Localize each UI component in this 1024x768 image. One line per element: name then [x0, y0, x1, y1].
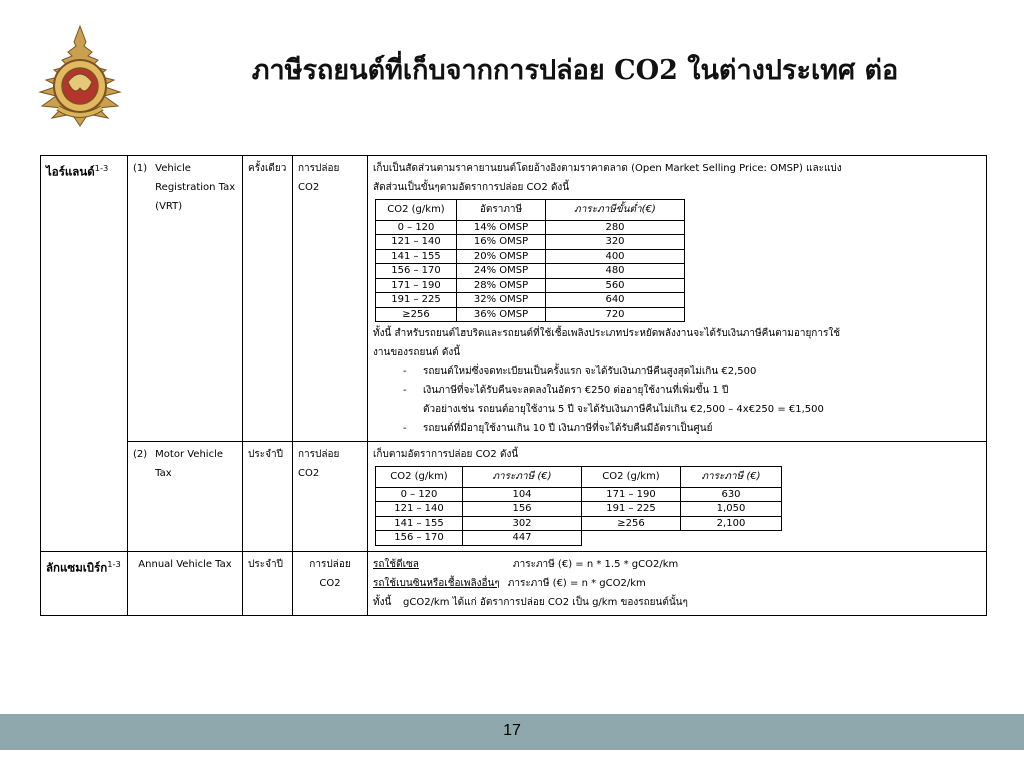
description-line: เก็บตามอัตราการปล่อย CO2 ดังนี้	[373, 449, 519, 460]
table-row	[376, 502, 782, 517]
cell: 28% OMSP	[457, 278, 546, 293]
cell: 191 – 225	[376, 293, 457, 308]
table-row	[41, 551, 987, 615]
column-header: ภาระภาษีขั้นต่ำ(€)	[546, 200, 685, 221]
column-header: CO2 (g/km)	[582, 467, 681, 488]
list-item: - รถยนต์ใหม่ซึ่งจดทะเบียนเป็นครั้งแรก จะได้รับเงินภาษีคืนสูงสุดไม่เกิน €2,500	[403, 362, 981, 381]
note-text: gCO2/km ได้แก่ อัตราการปล่อย CO2 เป็น g/km ของรถยนต์นั้นๆ	[403, 596, 688, 608]
description-cell	[368, 551, 987, 615]
table-row	[376, 531, 782, 546]
cell: 320	[546, 235, 685, 250]
cell: 156 – 170	[376, 264, 457, 279]
cell: 141 – 155	[376, 249, 457, 264]
cell: 630	[681, 487, 782, 502]
diesel-formula: ภาระภาษี (€) = n * 1.5 * gCO2/km	[513, 558, 679, 570]
description-cell	[368, 156, 987, 442]
cell: 191 – 225	[582, 502, 681, 517]
tax-basis: การปล่อย CO2	[293, 156, 368, 442]
cell: 560	[546, 278, 685, 293]
table-row	[376, 293, 685, 308]
country-cell	[41, 156, 128, 552]
empty-cell	[582, 531, 681, 546]
tax-name-line: Vehicle	[155, 163, 191, 174]
country-name: ไอร์แลนด์	[46, 164, 95, 179]
column-header: ภาระภาษี (€)	[463, 467, 582, 488]
item-number: (2)	[133, 449, 148, 460]
tax-name-cell	[128, 442, 243, 552]
description-line: สัดส่วนเป็นขั้นๆตามอัตราการปล่อย CO2 ดังนี้	[373, 182, 570, 193]
description-cell	[368, 442, 987, 552]
table-row	[376, 249, 685, 264]
table-row	[376, 307, 685, 322]
cell: 400	[546, 249, 685, 264]
empty-cell	[681, 531, 782, 546]
petrol-formula: ภาระภาษี (€) = n * gCO2/km	[507, 577, 646, 589]
petrol-label: รถใช้เบนซินหรือเชื้อเพลิงอื่นๆ	[373, 577, 500, 589]
note-label: ทั้งนี้	[373, 596, 392, 608]
mvt-rate-table	[375, 466, 782, 546]
cell: 141 – 155	[376, 516, 463, 531]
cell: ≥256	[582, 516, 681, 531]
frequency: ประจำปี	[243, 442, 293, 552]
cell: 480	[546, 264, 685, 279]
bullet-list	[373, 362, 981, 438]
cell: ≥256	[376, 307, 457, 322]
tax-basis: การปล่อย CO2	[293, 442, 368, 552]
table-row	[41, 156, 987, 442]
table-row	[376, 278, 685, 293]
tax-name-line: (VRT)	[155, 201, 183, 212]
cell: 280	[546, 220, 685, 235]
cell: 24% OMSP	[457, 264, 546, 279]
cell: 720	[546, 307, 685, 322]
vrt-rate-table	[375, 199, 685, 322]
cell: 20% OMSP	[457, 249, 546, 264]
table-row	[41, 442, 987, 552]
tax-table	[40, 155, 987, 616]
footnote-ref: 1-3	[107, 558, 121, 569]
column-header: CO2 (g/km)	[376, 200, 457, 221]
table-row	[376, 487, 782, 502]
footnote-ref: 1-3	[94, 163, 109, 173]
table-row	[376, 264, 685, 279]
country-cell	[41, 551, 128, 615]
cell: 640	[546, 293, 685, 308]
cell: 156 – 170	[376, 531, 463, 546]
note-line: งานของรถยนต์ ดังนี้	[373, 347, 461, 358]
cell: 1,050	[681, 502, 782, 517]
table-row	[376, 516, 782, 531]
cell: 14% OMSP	[457, 220, 546, 235]
cell: 0 – 120	[376, 487, 463, 502]
cell: 32% OMSP	[457, 293, 546, 308]
cell: 121 – 140	[376, 502, 463, 517]
tax-name: Annual Vehicle Tax	[128, 551, 243, 615]
tax-name-cell	[128, 156, 243, 442]
list-item: ตัวอย่างเช่น รถยนต์อายุใช้งาน 5 ปี จะได้รับเงินภาษีคืนไม่เกิน €2,500 – 4x€250 = €1,500	[423, 404, 824, 415]
frequency: ประจำปี	[243, 551, 293, 615]
cell: 16% OMSP	[457, 235, 546, 250]
cell: 121 – 140	[376, 235, 457, 250]
tax-basis: การปล่อย CO2	[293, 551, 368, 615]
note-line: ทั้งนี้ สำหรับรถยนต์ไฮบริดและรถยนต์ที่ใช้เชื้อเพลิงประเภทประหยัดพลังงานจะได้รับเงินภาษีคืนตามอายุการใช้	[373, 328, 841, 339]
diesel-label: รถใช้ดีเซล	[373, 558, 419, 570]
column-header: อัตราภาษี	[457, 200, 546, 221]
cell: 36% OMSP	[457, 307, 546, 322]
list-item: - เงินภาษีที่จะได้รับคืนจะลดลงในอัตรา €250 ต่ออายุใช้งานที่เพิ่มขึ้น 1 ปี	[403, 381, 981, 400]
cell: 104	[463, 487, 582, 502]
column-header: CO2 (g/km)	[376, 467, 463, 488]
table-row	[376, 220, 685, 235]
page-title: ภาษีรถยนต์ที่เก็บจากการปล่อย CO2 ในต่างประเทศ ต่อ	[251, 55, 899, 86]
tax-name-line: Tax	[155, 468, 172, 479]
column-header: ภาระภาษี (€)	[681, 467, 782, 488]
cell: 156	[463, 502, 582, 517]
table-row	[376, 235, 685, 250]
cell: 302	[463, 516, 582, 531]
cell: 0 – 120	[376, 220, 457, 235]
cell: 171 – 190	[376, 278, 457, 293]
item-number: (1)	[133, 163, 148, 174]
page-number: 17	[503, 722, 521, 739]
description-line: เก็บเป็นสัดส่วนตามราคายานยนต์โดยอ้างอิงตามราคาตลาด (Open Market Selling Price: OMSP) และแบ่ง	[373, 163, 842, 174]
tax-name-line: Motor Vehicle	[155, 449, 224, 460]
list-item: - รถยนต์ที่มีอายุใช้งานเกิน 10 ปี เงินภาษีที่จะได้รับคืนมีอัตราเป็นศูนย์	[403, 419, 981, 438]
frequency: ครั้งเดียว	[243, 156, 293, 442]
country-name: ลักแซมเบิร์ก	[46, 559, 108, 574]
tax-name-line: Registration Tax	[155, 182, 236, 193]
cell: 2,100	[681, 516, 782, 531]
thai-emblem-icon	[28, 22, 132, 132]
cell: 447	[463, 531, 582, 546]
cell: 171 – 190	[582, 487, 681, 502]
